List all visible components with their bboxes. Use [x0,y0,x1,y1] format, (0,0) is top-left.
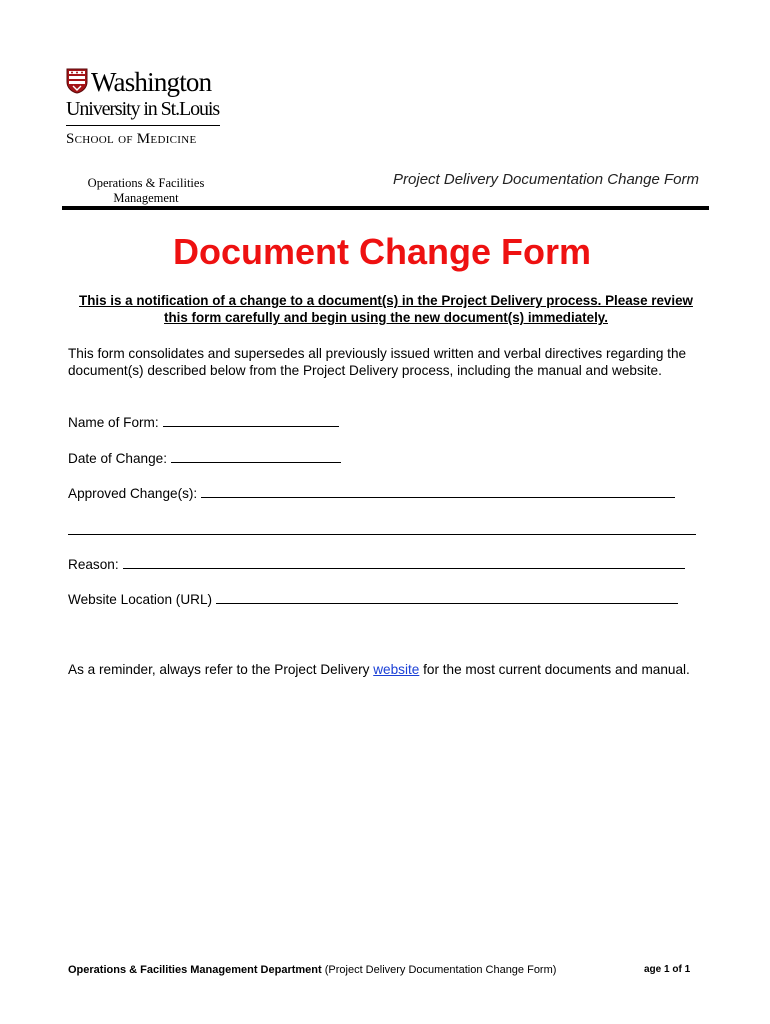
logo-school: School of Medicine [66,131,197,147]
approved-changes-field [68,484,675,502]
footer [68,963,708,977]
approved-changes-input[interactable] [201,484,675,498]
name-of-form-field [68,413,339,431]
reason-label: Reason: [68,557,119,572]
reminder-paragraph [68,661,698,678]
university-logo [66,68,226,148]
reason-field [68,555,685,573]
name-of-form-input[interactable] [163,413,339,427]
department-line1: Operations & Facilities [87,176,205,190]
website-url-input[interactable] [216,590,678,604]
name-of-form-label: Name of Form: [68,415,159,430]
logo-washington: Washington [91,67,212,97]
intro-paragraph: This form consolidates and supersedes all previously issued written and verbal directives regarding the document(s) described below from the Project Delivery process, including the manual and website. [68,346,687,378]
date-of-change-input[interactable] [171,449,341,463]
page-title: Document Change Form [172,231,592,272]
approved-changes-input-line2[interactable] [68,534,696,535]
footer-page-number: age 1 of 1 [644,964,691,975]
date-of-change-field [68,449,341,467]
website-url-label: Website Location (URL) [68,592,213,607]
department-line2: Management [113,191,179,205]
footer-doc-name: (Project Delivery Documentation Change Form) [321,964,557,976]
header-divider [62,206,709,210]
reason-input[interactable] [123,555,685,569]
reminder-text-before: As a reminder, always refer to the Project Delivery [68,662,374,677]
approved-changes-label: Approved Change(s): [68,486,198,501]
logo-divider [66,125,220,126]
logo-university: University in St.Louis [66,98,220,120]
reminder-text-after: for the most current documents and manual. [419,662,690,677]
website-url-field [68,590,678,608]
department-name [70,176,222,206]
website-link[interactable]: website [373,662,420,677]
footer-department: Operations & Facilities Management Department [68,964,322,976]
shield-icon [66,68,88,94]
header-doc-title: Project Delivery Documentation Change Form [393,171,699,188]
date-of-change-label: Date of Change: [68,451,167,466]
notice-text: This is a notification of a change to a document(s) in the Project Delivery process. Please review this form carefully and begin using the new document(s) immediately. [79,293,693,325]
